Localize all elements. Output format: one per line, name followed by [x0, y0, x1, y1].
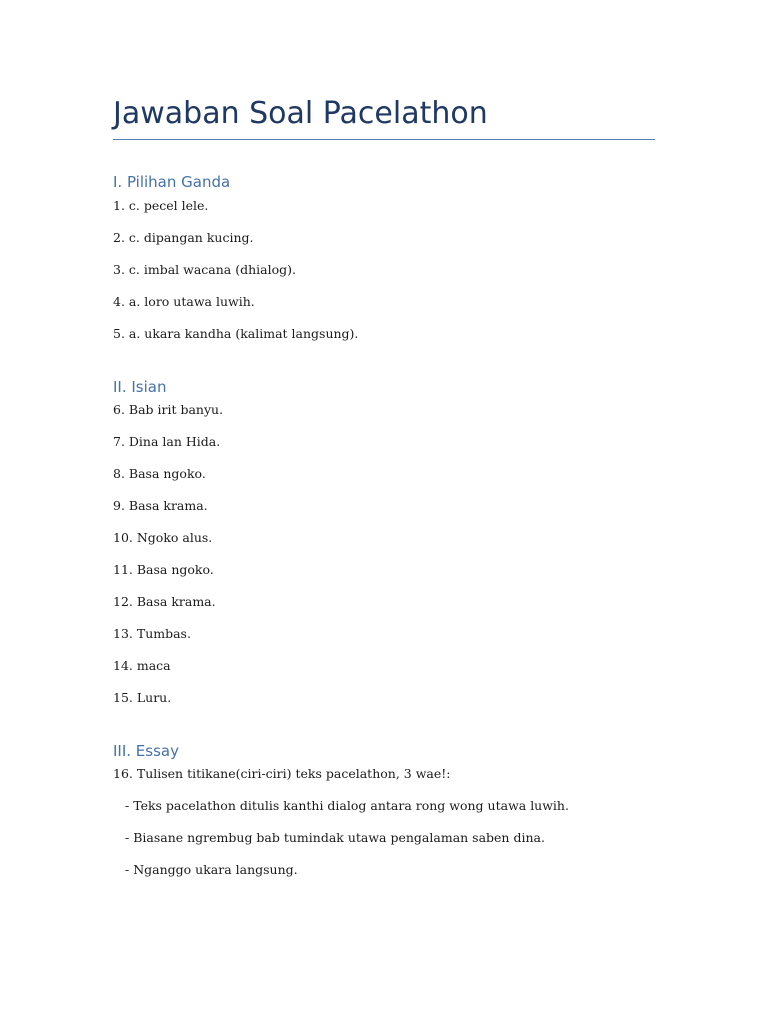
answer-line: 12. Basa krama.	[113, 594, 216, 609]
answer-line: 1. c. pecel lele.	[113, 198, 209, 213]
section-heading-isian: II. Isian	[113, 378, 167, 396]
answer-line: 15. Luru.	[113, 690, 172, 705]
essay-question: 16. Tulisen titikane(ciri-ciri) teks pacelathon, 3 wae!:	[113, 766, 451, 781]
answer-line: 5. a. ukara kandha (kalimat langsung).	[113, 326, 359, 341]
document-title: Jawaban Soal Pacelathon	[113, 96, 488, 131]
section-heading-pilihan-ganda: I. Pilihan Ganda	[113, 173, 231, 191]
section-heading-essay: III. Essay	[113, 742, 179, 760]
answer-line: 3. c. imbal wacana (dhialog).	[113, 262, 296, 277]
answer-line: 2. c. dipangan kucing.	[113, 230, 254, 245]
essay-bullet: - Nganggo ukara langsung.	[125, 862, 298, 877]
answer-line: 9. Basa krama.	[113, 498, 208, 513]
answer-line: 6. Bab irit banyu.	[113, 402, 224, 417]
answer-line: 11. Basa ngoko.	[113, 562, 214, 577]
answer-line: 13. Tumbas.	[113, 626, 191, 641]
answer-line: 10. Ngoko alus.	[113, 530, 213, 545]
answer-line: 14. maca	[113, 658, 171, 673]
essay-bullet: - Biasane ngrembug bab tumindak utawa pengalaman saben dina.	[125, 830, 545, 845]
answer-line: 7. Dina lan Hida.	[113, 434, 221, 449]
answer-line: 4. a. loro utawa luwih.	[113, 294, 255, 309]
title-underline	[113, 139, 655, 140]
essay-bullet: - Teks pacelathon ditulis kanthi dialog antara rong wong utawa luwih.	[125, 798, 569, 813]
answer-line: 8. Basa ngoko.	[113, 466, 206, 481]
